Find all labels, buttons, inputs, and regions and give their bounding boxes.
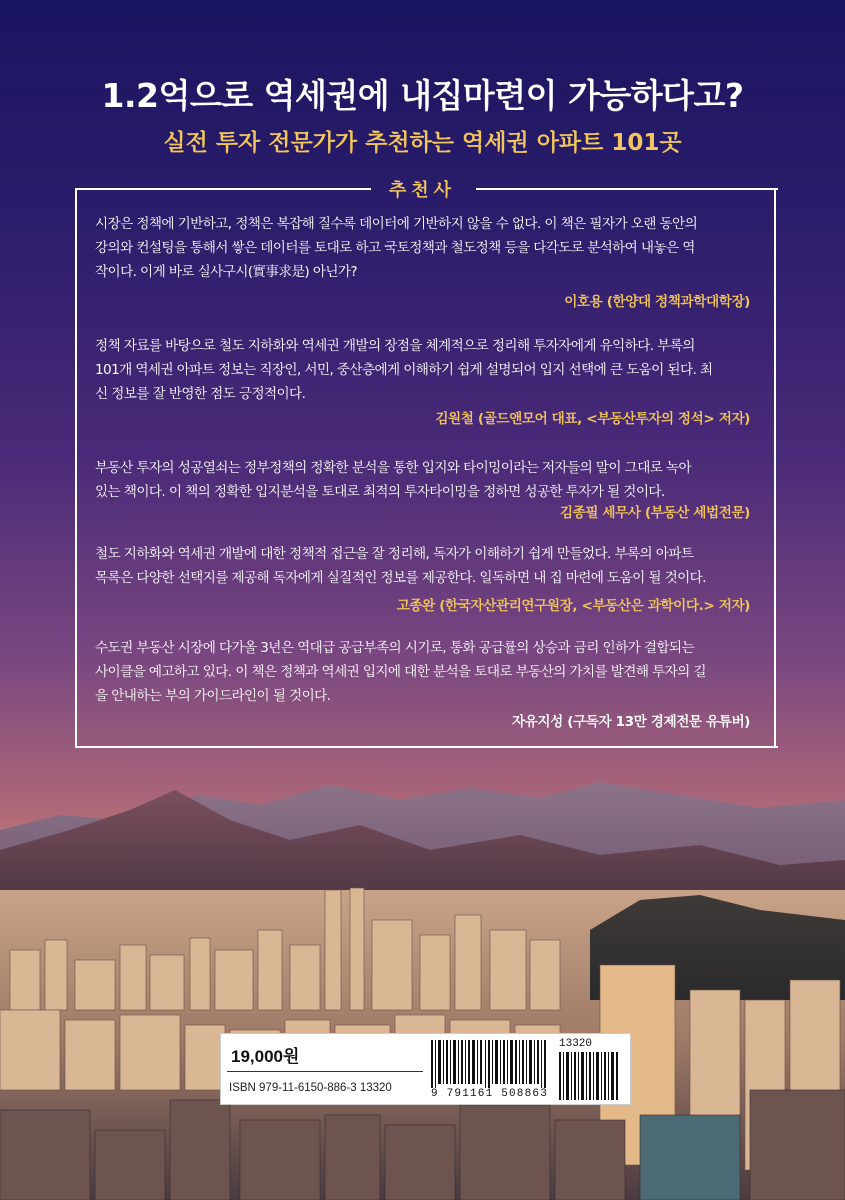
review-3-author: 김종필 세무사 (부동산 세법전문) (559, 505, 750, 521)
addon-barcode-icon (559, 1052, 619, 1100)
frame-bottom-line (75, 746, 778, 748)
review-line: 있는 책이다. 이 책의 정확한 입지분석을 토대로 최적의 투자타이밍을 정하면 성공한 투자가 될 것이다. (95, 484, 665, 500)
price: 19,000원 (231, 1047, 300, 1066)
review-line: 신 정보를 잘 반영한 점도 긍정적이다. (95, 386, 306, 402)
review-2 (95, 334, 755, 406)
review-5-author: 자유지성 (구독자 13만 경제전문 유튜버) (511, 714, 750, 730)
review-line: 101개 역세권 아파트 정보는 직장인, 서민, 중산층에게 이해하기 쉽게 설명되어 입지 선택에 큰 도움이 된다. 최 (95, 362, 713, 378)
review-4-author: 고종완 (한국자산관리연구원장, <부동산은 과학이다.> 저자) (396, 598, 750, 614)
review-line: 사이클을 예고하고 있다. 이 책은 정책과 역세권 입지에 대한 분석을 토대로 부동산의 가치를 발견해 투자의 길 (95, 664, 706, 680)
barcode-digits: 9 791161 508863 (431, 1088, 549, 1100)
subtitle: 실전 투자 전문가가 추천하는 역세권 아파트 101곳 (163, 130, 682, 156)
review-line: 을 안내하는 부의 가이드라인이 될 것이다. (95, 688, 331, 704)
barcode-icon (431, 1040, 551, 1088)
price-divider (227, 1071, 423, 1072)
review-line: 정책 자료를 바탕으로 철도 지하화와 역세권 개발의 장점을 체계적으로 정리해 투자자에게 유익하다. 부록의 (95, 338, 695, 354)
review-line: 부동산 투자의 성공열쇠는 정부정책의 정확한 분석을 통한 입지와 타이밍이라는 저자들의 말이 그대로 녹아 (95, 460, 692, 476)
review-line: 목록은 다양한 선택지를 제공해 독자에게 실질적인 정보를 제공한다. 일독하면 내 집 마련에 도움이 될 것이다. (95, 570, 706, 586)
review-1-author: 이호용 (한양대 정책과학대학장) (564, 294, 750, 310)
review-3 (95, 456, 755, 504)
review-line: 강의와 컨설팅을 통해서 쌓은 데이터를 토대로 하고 국토정책과 철도정책 등을 다각도로 분석하여 내놓은 역 (95, 240, 695, 256)
review-line: 작이다. 이게 바로 실사구시(實事求是) 아닌가? (95, 264, 358, 280)
review-5 (95, 636, 755, 708)
review-4 (95, 542, 755, 590)
recommend-title: 추천사 (388, 180, 457, 201)
barcode-addon-digits: 13320 (559, 1038, 593, 1050)
city-skyline-image (0, 770, 845, 1200)
review-1 (95, 212, 755, 284)
price-barcode-box (220, 1033, 631, 1105)
review-2-author: 김원철 (골드앤모어 대표, <부동산투자의 정석> 저자) (435, 411, 750, 427)
review-line: 철도 지하화와 역세권 개발에 대한 정책적 접근을 잘 정리해, 독자가 이해하기 쉽게 만들었다. 부록의 아파트 (95, 546, 694, 562)
headline: 1.2억으로 역세권에 내집마련이 가능하다고? (101, 76, 744, 115)
isbn: ISBN 979-11-6150-886-3 13320 (229, 1082, 392, 1094)
review-line: 수도권 부동산 시장에 다가올 3년은 역대급 공급부족의 시기로, 통화 공급률의 상승과 금리 인하가 결합되는 (95, 640, 694, 656)
review-line: 시장은 정책에 기반하고, 정책은 복잡해 질수록 데이터에 기반하지 않을 수 없다. 이 책은 필자가 오랜 동안의 (95, 216, 698, 232)
